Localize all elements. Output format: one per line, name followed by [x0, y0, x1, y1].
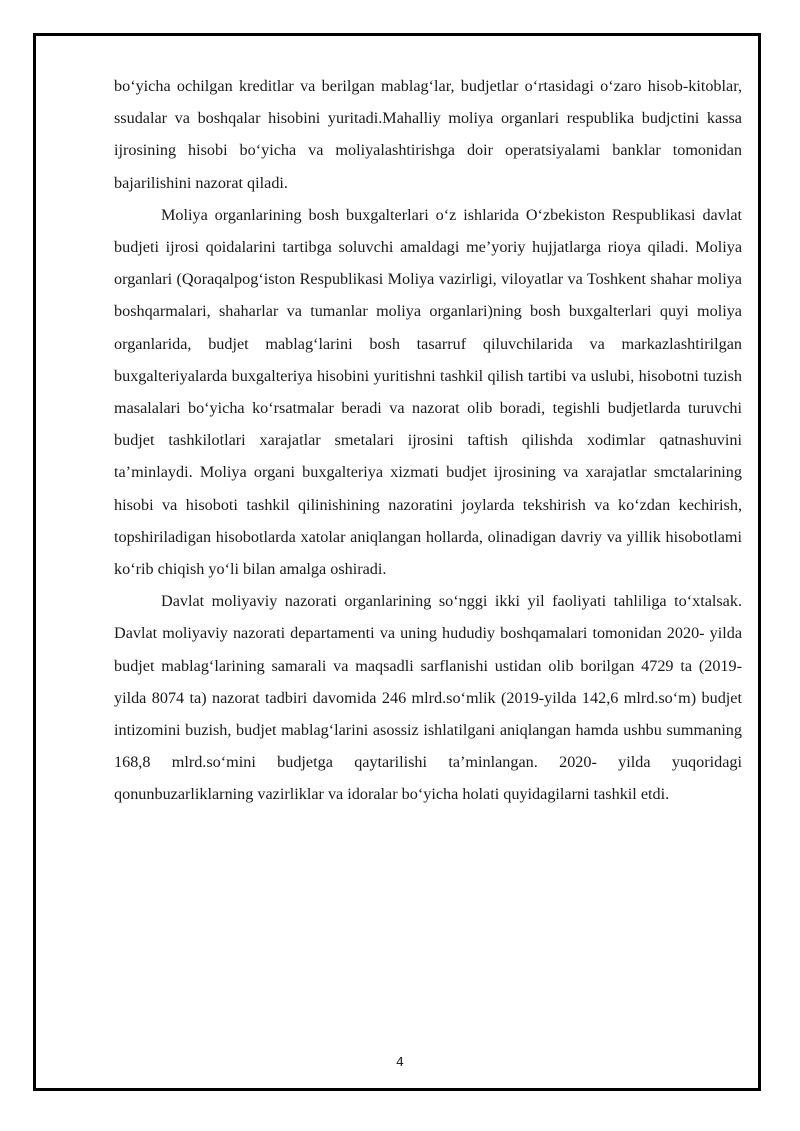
document-body [114, 70, 742, 811]
paragraph-2: Moliya organlarining bosh buxgalterlari o‘z ishlarida O‘zbekiston Respublikasi davlat budjeti ijrosi qoidalarini tartibga soluvchi amaldagi me’yoriy hujjatlarga rioya qiladi. Moliya organlari (Qoraqalpog‘iston Respublikasi Moliya vazirligi, viloyatlar va Toshkent shahar moliya boshqarmalari, shaharlar va tumanlar moliya organlari)ning bosh buxgalterlari quyi moliya organlarida, budjet mablag‘larini bosh tasarruf qiluvchilarida va markazlashtirilgan buxgalteriyalarda buxgalteriya hisobini yuritishni tashkil qilish tartibi va uslubi, hisobotni tuzish masalalari bo‘yicha ko‘rsatmalar beradi va nazorat olib boradi, tegishli budjetlarda turuvchi budjet tashkilotlari xarajatlar smetalari ijrosini taftish qilishda xodimlar qatnashuvini ta’minlaydi. Moliya organi buxgalteriya xizmati budjet ijrosining va xarajatlar smctalarining hisobi va hisoboti tashkil qilinishining nazoratini joylarda tekshirish va ko‘zdan kechirish, topshiriladigan hisobotlarda xatolar aniqlangan hollarda, olinadigan davriy va yillik hisobotlami ko‘rib chiqish yo‘li bilan amalga oshiradi. [114, 205, 742, 579]
page-number: 4 [396, 1054, 404, 1069]
paragraph-3: Davlat moliyaviy nazorati organlarining so‘nggi ikki yil faoliyati tahliliga to‘xtalsak. Davlat moliyaviy nazorati departamenti va uning hududiy boshqamalari tomonidan 2020- yilda budjet mablag‘larining samarali va maqsadli sarflanishi ustidan olib borilgan 4729 ta (2019-yilda 8074 ta) nazorat tadbiri davomida 246 mlrd.so‘mlik (2019-yilda 142,6 mlrd.so‘m) budjet intizomini buzish, budjet mablag‘larini asossiz ishlatilgani aniqlangan hamda ushbu summaning 168,8 mlrd.so‘mini budjetga qaytarilishi ta’minlangan. 2020- yilda yuqoridagi qonunbuzarliklarning vazirliklar va idoralar bo‘yicha holati quyidagilarni tashkil etdi. [114, 592, 742, 804]
paragraph-1: bo‘yicha ochilgan kreditlar va berilgan mablag‘lar, budjetlar o‘rtasidagi o‘zaro hisob-kitoblar, ssudalar va boshqalar hisobini yuritadi.Mahalliy moliya organlari respublika budjctini kassa ijrosining hisobi bo‘yicha va moliyalashtirishga doir operatsiyalami banklar tomonidan bajarilishini nazorat qiladi. [114, 77, 742, 192]
